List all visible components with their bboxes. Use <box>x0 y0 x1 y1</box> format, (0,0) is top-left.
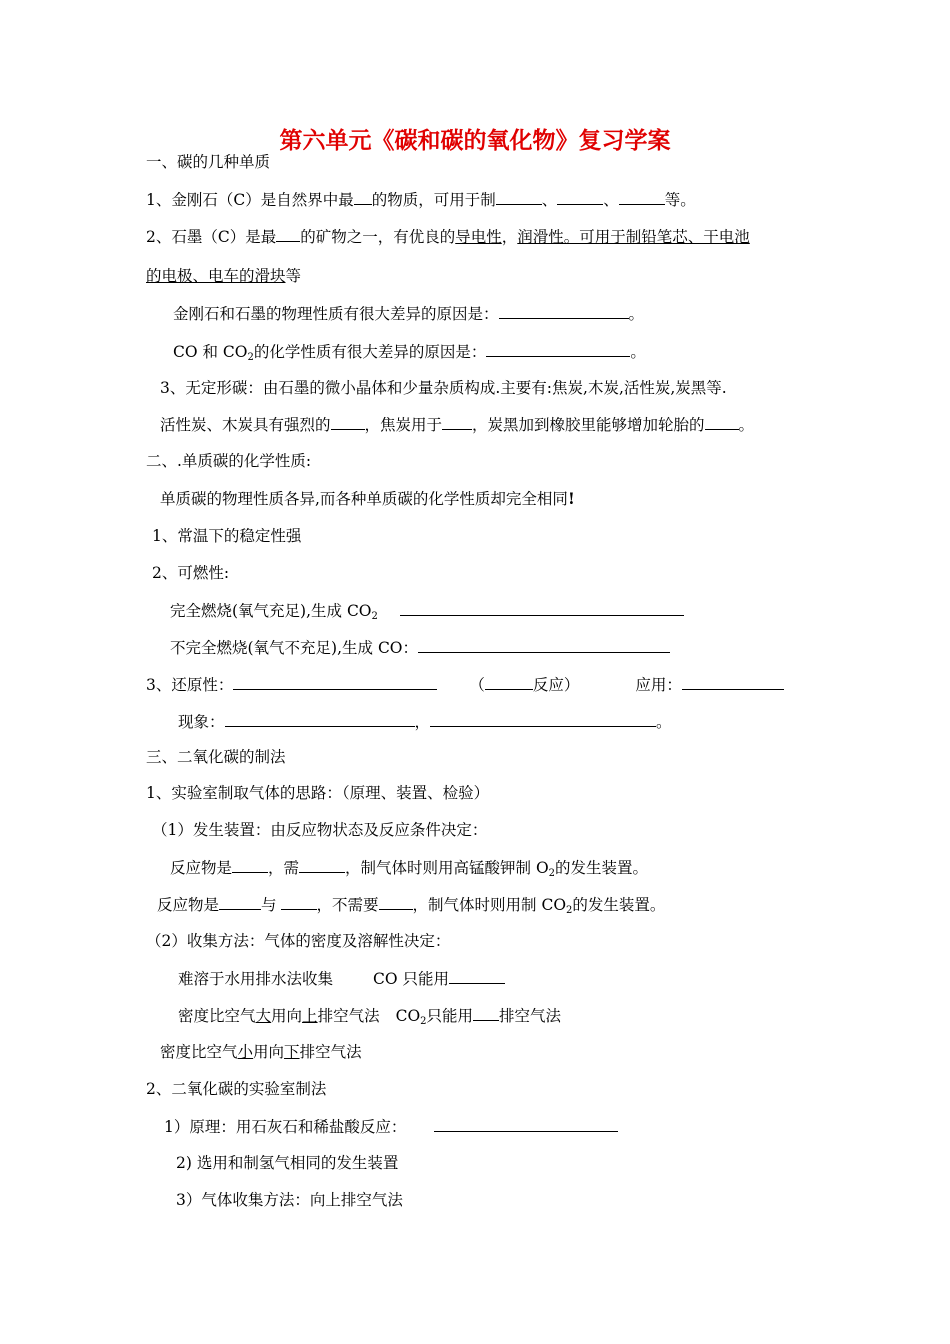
line-lab-approach: 1、实验室制取气体的思路：（原理、装置、检验） <box>146 784 490 802</box>
line-co2-lab-prep: 2、二氧化碳的实验室制法 <box>146 1080 327 1098</box>
section-heading-1: 一、碳的几种单质 <box>146 153 271 171</box>
line-incomplete-combustion: 不完全燃烧(氧气不充足),生成 CO： <box>170 637 670 658</box>
page-title: 第六单元《碳和碳的氧化物》复习学案 <box>279 127 671 154</box>
item-stability: 1、常温下的稳定性强 <box>152 527 302 545</box>
line-graphite-cont: 的电极、电车的滑块等 <box>146 267 302 285</box>
line-phenomenon: 现象： ， 。 <box>178 713 672 731</box>
line-upward-air: 密度比空气大用向上排空气法 $CO_2$只能用 排空气法 <box>178 1007 562 1027</box>
section-heading-2: 二、.单质碳的化学性质: <box>146 452 312 470</box>
line-principle: 1）原理：用石灰石和稀盐酸反应： <box>164 1116 618 1137</box>
line-water-collection: 难溶于水用排水法收集 CO 只能用 <box>178 968 505 989</box>
section-heading-3: 三、二氧化碳的制法 <box>146 748 286 766</box>
line-downward-air: 密度比空气小用向下排空气法 <box>160 1043 362 1061</box>
line-generation-apparatus: （1）发生装置：由反应物状态及反应条件决定： <box>152 821 488 839</box>
line-activated-carbon: 活性炭、木炭具有强烈的 ，焦炭用于 ，炭黑加到橡胶里能够增加轮胎的 。 <box>160 416 755 434</box>
line-reactant-no-heating: 反应物是 与 ，不需要 ，制气体时则用制 $CO_2$的发生装置。 <box>157 896 666 916</box>
line-generation-device: 2) 选用和制氢气相同的发生装置 <box>176 1154 399 1172</box>
line-collection-method: （2）收集方法：气体的密度及溶解性决定： <box>146 932 451 950</box>
line-diamond: 1、金刚石（C）是自然界中最 的物质，可用于制 、 、 等。 <box>146 191 696 209</box>
line-graphite: 2、石墨（C）是最 的矿物之一，有优良的导电性，润滑性。可用于制铅笔芯、干电池 <box>146 228 750 246</box>
line-co-co2-reason: CO 和 $CO_2$的化学性质有很大差异的原因是： 。 <box>173 343 646 363</box>
item-flammability: 2、可燃性: <box>152 564 230 582</box>
line-reducibility: 3、还原性： （ 反应） 应用： <box>146 674 784 695</box>
line-reactant-heating: 反应物是 ，需 ，制气体时则用高锰酸钾制 $O_2$的发生装置。 <box>170 859 649 879</box>
line-chemical-intro: 单质碳的物理性质各异,而各种单质碳的化学性质却完全相同! <box>160 489 575 508</box>
line-complete-combustion: 完全燃烧(氧气充足),生成 $CO_2$ <box>170 600 684 621</box>
line-difference-reason: 金刚石和石墨的物理性质有很大差异的原因是： 。 <box>173 305 645 323</box>
line-gas-collection: 3）气体收集方法：向上排空气法 <box>176 1191 403 1209</box>
line-amorphous-carbon: 3、无定形碳：由石墨的微小晶体和少量杂质构成.主要有:焦炭,木炭,活性炭,炭黑等. <box>160 379 727 397</box>
